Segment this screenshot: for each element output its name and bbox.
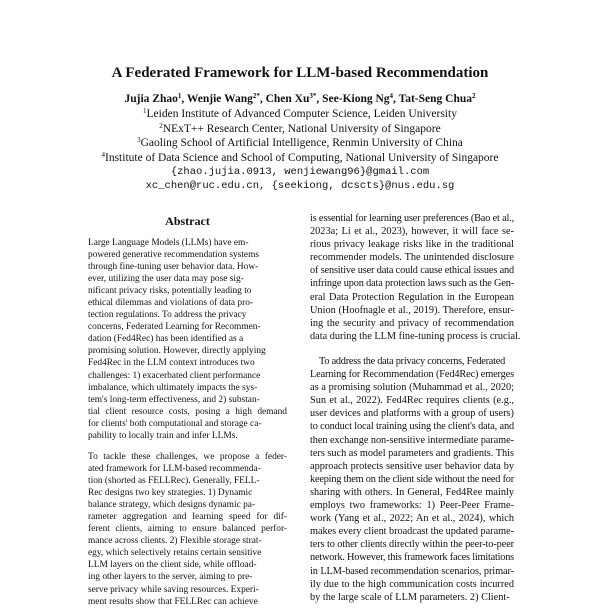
author-name: See-Kiong Ng	[322, 93, 390, 105]
text-line: pability to locally train and infer LLMs.	[88, 430, 238, 441]
abstract-paragraph-2	[88, 451, 287, 608]
text-line: imbalance, which ultimately impacts the sys-	[88, 382, 258, 393]
text-line: challenges: 1) exacerbated client performance	[88, 370, 261, 381]
author-name: Jujia Zhao	[124, 93, 178, 105]
text-line: as a promising solution (Muhammad et al., 2020;	[310, 382, 514, 394]
affiliation-text: NExT++ Research Center, National University of Singapore	[162, 122, 441, 135]
text-line: tion (shorted as FELLRec). Generally, FELL-	[88, 476, 260, 487]
text-line: concerns, Federated Learning for Recommen-	[88, 322, 261, 333]
text-line: sharing with others. In General, Fed4Ree mainly	[310, 486, 514, 498]
text-line: nificant privacy risks, potentially leading to	[88, 286, 252, 297]
affiliation	[0, 107, 600, 122]
text-line: for clients' both computational and storage ca-	[88, 418, 262, 429]
affiliation-mark: 1	[143, 107, 147, 115]
author-name: Wenjie Wang	[186, 93, 253, 105]
email-list	[0, 165, 600, 193]
text-line: Sun et al., 2022). Fed4Rec requires clients (e.g.,	[310, 395, 514, 407]
affiliation-text: Institute of Data Science and School of Computing, National University of Singapore	[105, 151, 499, 164]
affiliation-list	[0, 107, 600, 165]
text-line: ated framework for LLM-based recommenda-	[88, 464, 261, 475]
text-line: promising solution. However, directly applying	[88, 346, 266, 357]
text-line: powered generative recommendation systems	[88, 250, 260, 261]
text-line: eral Data Protection Regulation in the European	[310, 291, 514, 303]
text-line: Learning for Recommendation (Fed4Rec) emerges	[310, 369, 514, 381]
author-mark: 3*	[309, 92, 317, 100]
text-line: Large Language Models (LLMs) have em-	[88, 238, 249, 248]
text-line: ters to other clients directly within the peer-to-peer	[310, 539, 514, 551]
body-paragraph-1	[310, 212, 521, 343]
email-line: {zhao.jujia.0913, wenjiewang96}@gmail.com	[170, 166, 430, 178]
affiliation-mark: 3	[137, 136, 141, 144]
text-line: data during the LLM fine-tuning process is crucial.	[310, 330, 521, 342]
text-line: makes every client broadcast the updated parame-	[310, 526, 514, 538]
text-line: Rec designs two key strategies. 1) Dynamic	[88, 488, 253, 499]
text-line: tial client resource costs, posing a high demand	[88, 406, 287, 417]
text-line: tection regulations. To address the privacy	[88, 310, 247, 321]
text-line: rameter aggregation and learning speed for dif-	[88, 512, 287, 523]
author-mark: 2	[472, 92, 476, 100]
text-line: through fine-tuning user behavior data. How-	[88, 262, 259, 273]
text-line: LLM layers on the client side, while offload-	[88, 560, 257, 571]
text-line: serve privacy while saving resources. Experi-	[88, 584, 259, 595]
text-line: ment results show that FELLRec can achieve	[88, 596, 258, 607]
text-line: To address the data privacy concerns, Federated	[319, 356, 505, 367]
text-line: employs two frameworks: 1) Peer-Peer Frame-	[310, 500, 514, 512]
text-line: by the large scale of LLM parameters. 2) Client-	[310, 591, 510, 603]
affiliation	[0, 122, 600, 137]
email-line: xc_chen@ruc.edu.cn, {seekiong, dcscts}@nus.edu.sg	[145, 180, 455, 192]
author-name: Tat-Seng Chua	[398, 93, 472, 105]
text-line: ing other layers to the server, aiming to pre-	[88, 572, 253, 583]
text-line: to conduct local training using the client's data, and	[310, 421, 514, 433]
text-line: work (Yang et al., 2022; An et al., 2024), which	[310, 513, 514, 525]
affiliation-mark: 2	[159, 121, 163, 130]
text-line: infringe upon data protection laws such as the Gen-	[310, 278, 514, 290]
affiliation	[0, 151, 600, 166]
text-line: network. However, this framework faces limitations	[310, 552, 514, 564]
text-line: ferent clients, aiming to ensure balanced perfor-	[88, 524, 287, 535]
body-paragraph-2	[310, 355, 514, 604]
author-list: Jujia Zhao$^1$, Wenjie Wang$^{2*}$, Chen $Xu^{3*}$, See-Kiong Ng$^4$, Tat-Seng Chua$^2$	[124, 92, 476, 105]
text-line: ing the security and privacy of recommendation	[310, 317, 514, 329]
text-line: ethical dilemmas and violations of data pro-	[88, 298, 254, 309]
text-line: of sensitive user data could cause ethical issues and	[310, 265, 514, 277]
affiliation	[0, 136, 600, 151]
text-line: ters such as model parameters and gradients. This	[310, 447, 514, 459]
text-line: recommender models. The unintended disclosure	[310, 252, 514, 264]
text-line: mance across clients. 2) Flexible storage strat-	[88, 536, 262, 547]
text-line: tem's long-term effectiveness, and 2) substan-	[88, 394, 260, 405]
paper-title: A Federated Framework for LLM-based Recommendation	[111, 65, 489, 81]
text-line: rious privacy leakage risks like in the traditional	[310, 239, 514, 251]
author-mark: 4	[389, 92, 394, 100]
abstract-paragraph-1	[88, 237, 287, 442]
affiliation-text: Leiden Institute of Advanced Computer Science, Leiden University	[146, 108, 457, 120]
affiliation-text: Gaoling School of Artificial Intelligence, Renmin University of China	[140, 137, 463, 149]
author-mark: 1	[177, 92, 182, 100]
text-line: in LLM-based recommendation scenarios, primar-	[310, 565, 514, 577]
text-line: is essential for learning user preferences (Bao et al.,	[310, 213, 514, 224]
affiliation-mark: 4	[101, 150, 105, 159]
text-line: egy, which selectively retains certain sensitive	[88, 548, 262, 559]
text-line: then exchange non-sensitive intermediate parame-	[310, 434, 514, 446]
text-line: 2023a; Li et al., 2023), however, it will face se-	[310, 226, 514, 238]
text-line: approach protects sensitive user behavior data by	[310, 460, 514, 472]
text-line: balance strategy, which designs dynamic pa-	[88, 500, 256, 511]
text-line: keeping them on the client side without the need for	[310, 473, 514, 485]
text-line: To tackle these challenges, we propose a feder-	[88, 452, 287, 462]
text-line: ily due to the high communication costs incurred	[310, 578, 514, 590]
text-line: user devices and platforms with a group of users)	[310, 408, 514, 420]
text-line: Fed4Rec in the LLM context introduces two	[88, 358, 255, 369]
text-line: Union (Hoofnagle et al., 2019). Therefore, ensur-	[310, 304, 514, 316]
abstract-heading: Abstract	[165, 214, 210, 228]
author-mark: 2*	[252, 92, 260, 100]
text-line: dation (Fed4Rec) has been identified as a	[88, 334, 244, 345]
author-name: Chen Xu	[265, 93, 310, 105]
text-line: ever, utilizing the user data may pose sig-	[88, 274, 244, 285]
